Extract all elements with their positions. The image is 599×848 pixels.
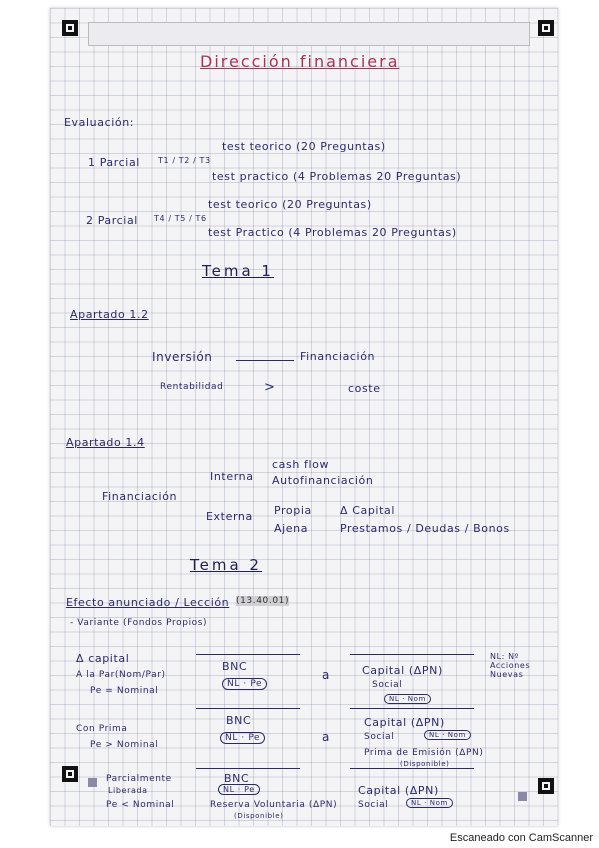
row2-right3b: (Disponible) [400,760,450,768]
apartado14-heading: Apartado 1.4 [66,436,145,449]
variante-text: - Variante (Fondos Propios) [70,618,208,628]
apartado12-heading: Apartado 1.2 [70,308,149,321]
evaluacion-heading: Evaluación: [64,116,135,129]
row2-left2: Pe > Nominal [90,740,159,750]
parcial2-line1: test teorico (20 Preguntas) [208,198,372,211]
scanner-footer: Escaneado con CamScanner [449,832,593,844]
capital-delta-text: Δ capital [76,652,130,665]
square-bullet-right [518,792,527,801]
financiacion-label: Financiación [102,490,178,503]
row3-reserva-b: (Disponible) [234,812,284,820]
autofinanciacion-text: Autofinanciación [272,474,374,487]
parcial2-line2: test Practico (4 Problemas 20 Preguntas) [208,226,457,239]
efecto-heading: Efecto anunciado / Lección [66,596,230,609]
prestamos-text: Prestamos / Deudas / Bonos [340,522,510,535]
row1-oval: NL · Pe [222,678,267,690]
parcial2-brace: T4 / T5 / T6 [154,214,207,223]
rentabilidad-text: Rentabilidad [160,382,224,392]
row2-right3: Prima de Emisión (ΔPN) [364,748,484,758]
row2-oval: NL · Pe [220,732,265,744]
nl-note: NL: Nº Acciones Nuevas [490,652,531,679]
externa-label: Externa [206,510,253,523]
tema1-heading: Tema 1 [202,262,274,280]
row3-rule [196,768,300,769]
cash-flow-text: cash flow [272,458,330,471]
interna-label: Interna [210,470,254,483]
row1-rule-right [350,654,474,655]
financiacion-text: Financiación [300,350,376,363]
row2-right1: Capital (ΔPN) [364,716,445,729]
row2-right2: Social [364,732,395,742]
tema2-heading: Tema 2 [190,556,262,574]
row3-bnc: BNC [224,772,250,785]
row2-right-oval: NL · Nom [424,730,471,740]
header-box [88,22,530,46]
inversion-financiacion-arrow [236,360,294,361]
corner-marker-top-left [62,20,78,36]
corner-marker-bottom-right [538,778,554,794]
corner-marker-bottom-left [62,766,78,782]
row3-oval: NL · Pe [218,784,260,795]
row1-a: a [322,668,330,682]
row1-right2: Social [372,680,403,690]
efecto-tag: (13.40.01) [236,596,290,606]
row3-left1: Parcialmente [106,774,172,784]
square-bullet-left [88,778,97,787]
page-title: Dirección financiera [200,52,400,71]
parcial1-line1: test teorico (20 Preguntas) [222,140,386,153]
row1-right1: Capital (ΔPN) [362,664,443,677]
greater-than-sign: > [264,380,276,395]
row1-left1: A la Par(Nom/Par) [76,670,166,680]
row1-left2: Pe = Nominal [90,686,159,696]
inversion-text: Inversión [152,350,213,364]
row3-right1: Capital (ΔPN) [358,784,439,797]
corner-marker-top-right [538,20,554,36]
row3-right2: Social [358,800,389,810]
capital-text: Δ Capital [340,504,395,517]
parcial1-line2: test practico (4 Problemas 20 Preguntas) [212,170,462,183]
coste-text: coste [348,382,381,395]
parcial2-label: 2 Parcial [86,214,138,227]
row3-left2: Pe < Nominal [106,800,175,810]
ajena-text: Ajena [274,522,309,535]
row2-left1: Con Prima [76,724,128,734]
row1-bnc: BNC [222,660,248,673]
row2-bnc: BNC [226,714,252,727]
row2-rule-right [350,708,474,709]
row3-left1b: Liberada [108,786,148,795]
parcial1-brace: T1 / T2 / T3 [158,156,211,165]
row2-a: a [322,730,330,744]
parcial1-label: 1 Parcial [88,156,140,169]
row1-rule [196,654,300,655]
row3-right-oval: NL · Nom [406,798,453,808]
row3-reserva: Reserva Voluntaria (ΔPN) [210,800,338,810]
propia-text: Propia [274,504,312,517]
notebook-page [50,8,558,826]
row2-rule [196,708,300,709]
row1-right-oval: NL · Nom [384,694,431,704]
row3-rule-right [350,768,474,769]
